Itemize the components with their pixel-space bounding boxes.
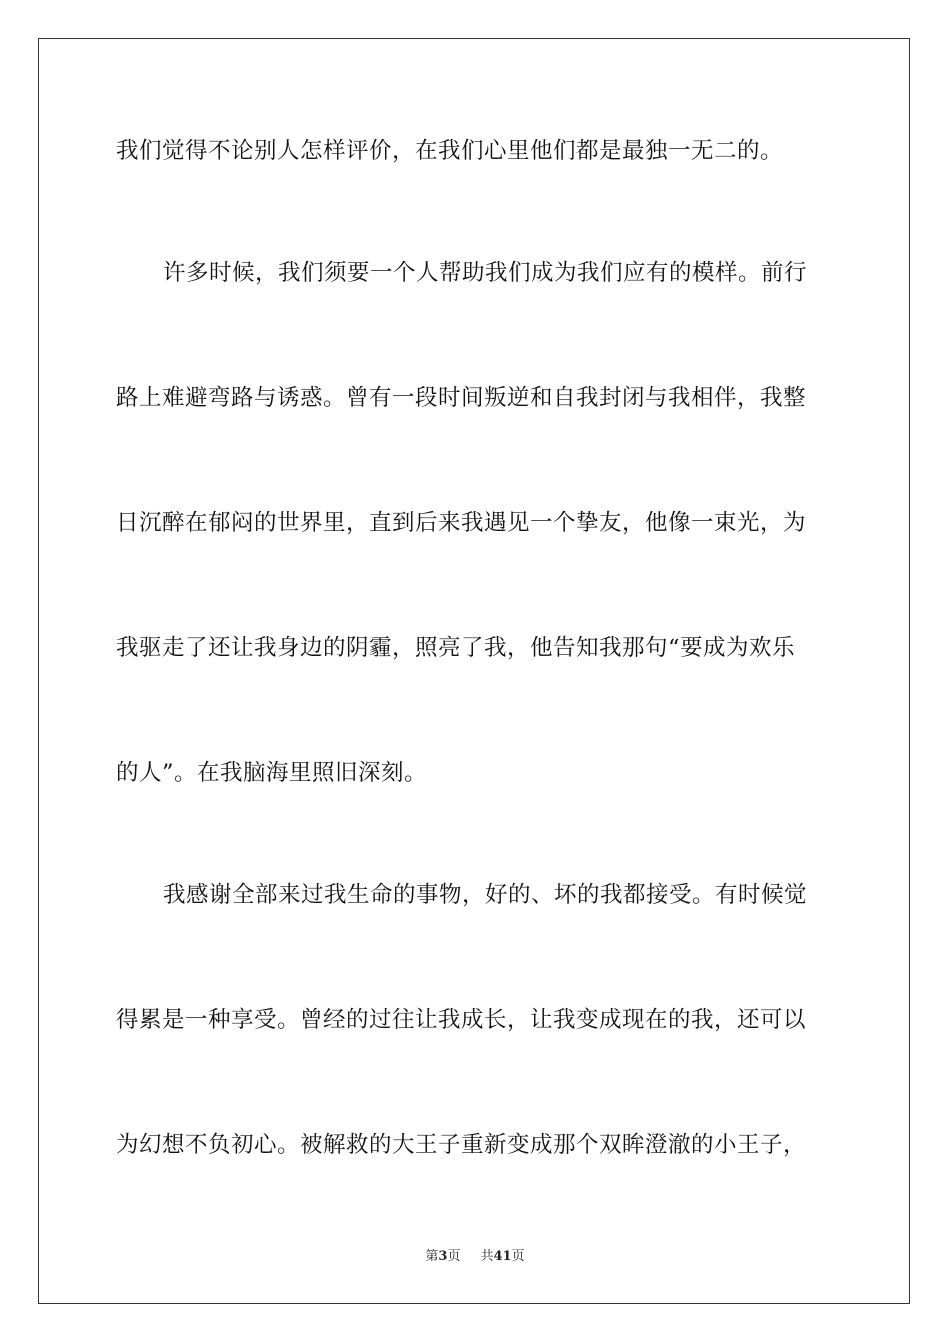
text-line-8: 得累是一种享受。曾经的过往让我成长，让我变成现在的我，还可以: [116, 1007, 807, 1033]
page-prefix: 第: [425, 1249, 439, 1264]
page-number: 3: [438, 1249, 448, 1264]
total-prefix: 共: [480, 1249, 494, 1264]
total-pages: 41: [493, 1249, 512, 1264]
page-border: [38, 38, 910, 1304]
total-suffix: 页: [511, 1249, 525, 1264]
text-line-7: 我感谢全部来过我生命的事物，好的、坏的我都接受。有时候觉: [163, 882, 808, 908]
text-line-4: 日沉醉在郁闷的世界里，直到后来我遇见一个挚友，他像一束光，为: [116, 510, 807, 536]
page-footer: [0, 1248, 950, 1266]
text-line-3: 路上难避弯路与诱惑。曾有一段时间叛逆和自我封闭与我相伴，我整: [116, 385, 807, 411]
page-suffix: 页: [447, 1249, 461, 1264]
text-line-1: 我们觉得不论别人怎样评价，在我们心里他们都是最独一无二的。: [116, 138, 784, 164]
text-line-9: 为幻想不负初心。被解救的大王子重新变成那个双眸澄澈的小王子，: [116, 1132, 807, 1158]
text-line-5: 我驱走了还让我身边的阴霾，照亮了我，他告知我那句“要成为欢乐: [116, 635, 796, 661]
text-line-2: 许多时候，我们须要一个人帮助我们成为我们应有的模样。前行: [163, 260, 808, 286]
text-line-6: 的人”。在我脑海里照旧深刻。: [116, 760, 428, 786]
